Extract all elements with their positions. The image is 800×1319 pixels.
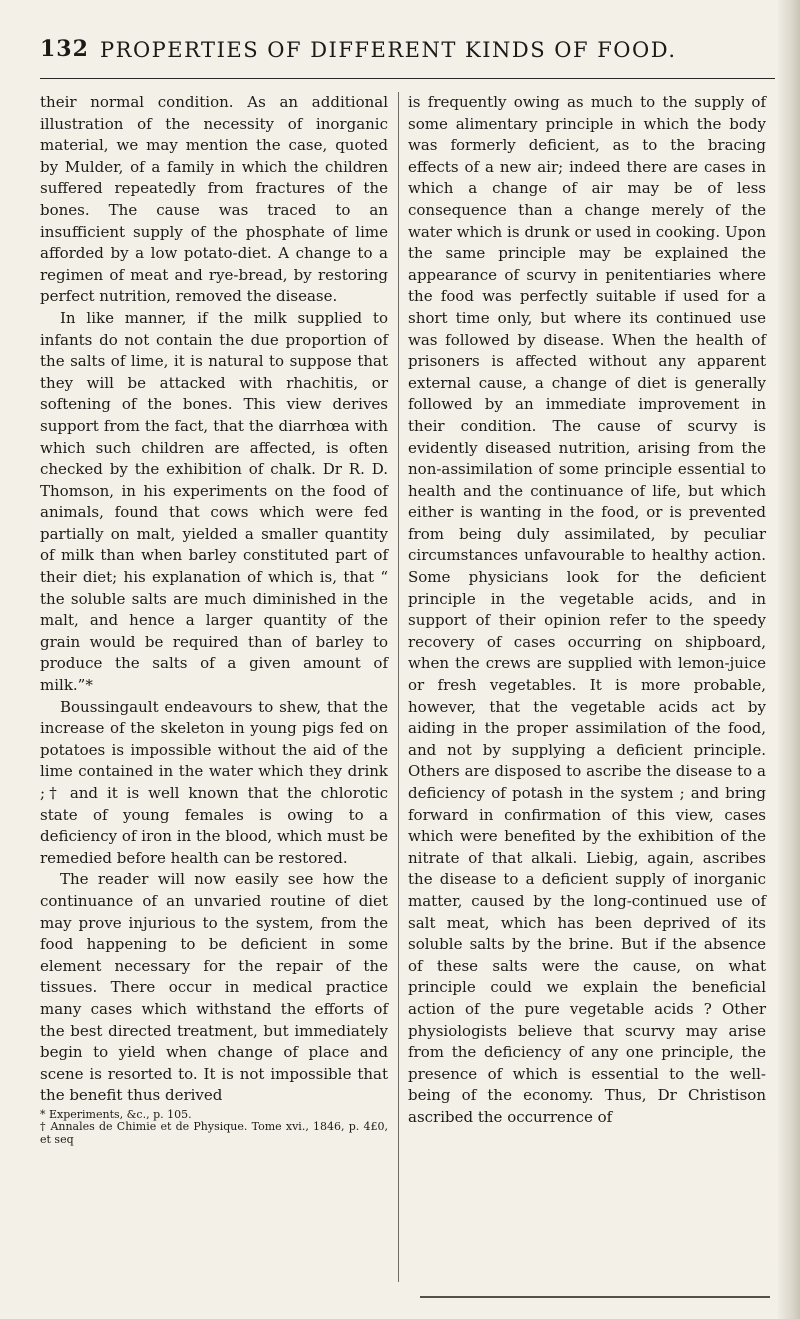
paragraph: In like manner, if the milk supplied to infants do not contain the due proportion of the salts of lime, it is natural to suppose that they will be attacked with rhachitis, or softening of the bones. This view derives support from the fact, that the diarrhœa with which such children are affected, is often checked by the exhibition of chalk. Dr R. D. Thomson, in his experiments on the food of animals, found that cows which were fed partially on malt, yielded a smaller quantity of milk than when barley constituted part of their diet; his explanation of which is, that “ the soluble salts are much diminished in the malt, and hence a larger quantity of the grain would be required than of barley to produce the salts of a given amount of milk.”* (40, 308, 388, 695)
right-column (408, 92, 766, 1129)
page-edge (778, 0, 800, 1319)
page-header (40, 36, 775, 66)
running-title: PROPERTIES OF DIFFERENT KINDS OF FOOD. (100, 38, 677, 62)
bottom-rule (420, 1296, 770, 1298)
footnotes (40, 1109, 388, 1147)
paragraph: their normal condition. As an additional illustration of the necessity of inorganic material, we may mention the case, quoted by Mulder, of a family in which the children suffered repeatedly from fractures of the bones. The cause was traced to an insufficient supply of the phosphate of lime afforded by a low potato-diet. A change to a regimen of meat and rye-bread, by restoring perfect nutrition, removed the disease. (40, 93, 388, 306)
page-number: 132 (40, 36, 89, 62)
left-column (40, 92, 388, 1146)
footnote: † Annales de Chimie et de Physique. Tome xvi., 1846, p. 4£0, et seq (40, 1120, 388, 1146)
header-rule (40, 78, 775, 79)
paragraph: is frequently owing as much to the supply of some alimentary principle in which the body was formerly deficient, as to the bracing effects of a new air; indeed there are cases in which a change of air may be of less consequence than a change merely of the water which is drunk or used in cooking. Upon the same principle may be explained the appearance of scurvy in penitentiaries where the food was perfectly suitable if used for a short time only, but where its continued use was followed by disease. When the health of prisoners is affected without any apparent external cause, a change of diet is generally followed by an immediate improvement in their condition. The cause of scurvy is evidently diseased nutrition, arising from the non-assimilation of some principle essential to health and the continuance of life, but which either is wanting in the food, or is prevented from being duly assimilated, by peculiar circumstances unfavourable to healthy action. Some physicians look for the deficient principle in the vegetable acids, and in support of their opinion refer to the speedy recovery of cases occurring on shipboard, when the crews are supplied with lemon-juice or fresh vegetables. It is more probable, however, that the vegetable acids act by aiding in the proper assimilation of the food, and not by supplying a deficient principle. Others are disposed to ascribe the disease to a deficiency of potash in the system ; and bring forward in confirmation of this view, cases which were benefited by the exhibition of the nitrate of that alkali. Liebig, again, ascribes the disease to a deficient supply of inorganic matter, caused by the long-continued use of salt meat, which has been deprived of its soluble salts by the brine. But if the absence of these salts were the cause, on what principle could we explain the beneficial action of the pure vegetable acids ? Other physiologists believe that scurvy may arise from the deficiency of any one principle, the presence of which is essential to the well-being of the economy. Thus, Dr Christison ascribed the occurrence of (408, 93, 766, 1126)
column-divider (398, 92, 399, 1282)
paragraph: The reader will now easily see how the continuance of an unvaried routine of diet may prove injurious to the system, from the food happening to be deficient in some element necessary for the repair of the tissues. There occur in medical practice many cases which withstand the efforts of the best directed treatment, but immediately begin to yield when change of place and scene is resorted to. It is not impossible that the benefit thus derived (40, 870, 388, 1105)
paragraph: Boussingault endeavours to shew, that the increase of the skeleton in young pigs fed on potatoes is impossible without the aid of the lime contained in the water which they drink ;† and it is well known that the chlorotic state of young females is owing to a deficiency of iron in the blood, which must be remedied before health can be restored. (40, 697, 388, 867)
footnote: * Experiments, &c., p. 105. (40, 1107, 192, 1121)
